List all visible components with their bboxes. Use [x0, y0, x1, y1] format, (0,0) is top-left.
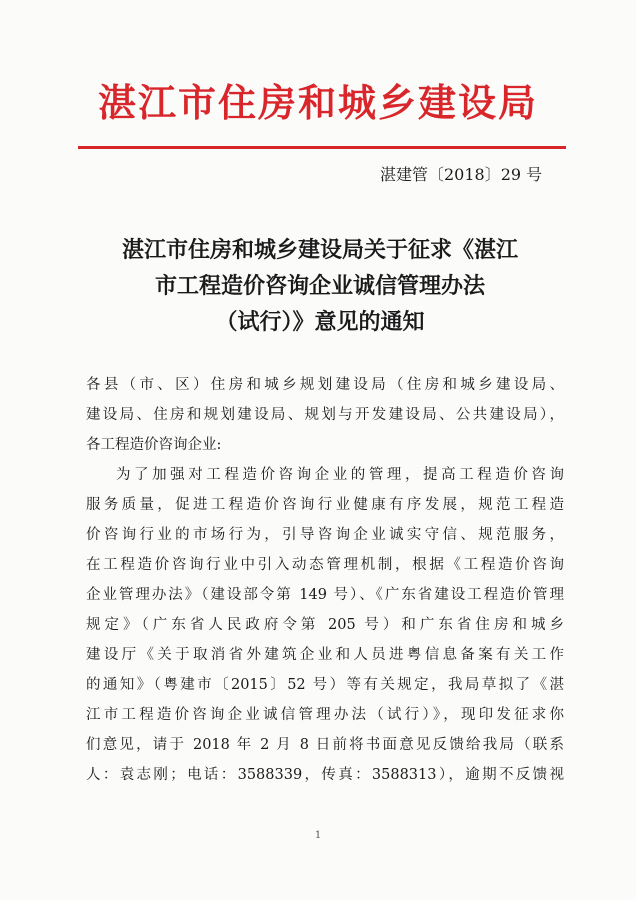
- title-line-3: （试行）》意见的通知: [215, 309, 425, 335]
- body-line: 在工程造价咨询行业中引入动态管理机制，根据《工程造价咨询: [86, 557, 564, 573]
- issuing-organization-header: 湛江市住房和城乡建设局: [97, 80, 538, 125]
- document-number: 湛建管〔2018〕29 号: [380, 165, 543, 184]
- body-line: 为了加强对工程造价咨询企业的管理，提高工程造价咨询: [116, 467, 564, 483]
- document-body: [86, 370, 564, 790]
- body-line: 人：袁志刚；电话：3588339，传真：3588313），逾期不反馈视: [86, 767, 564, 783]
- body-line: 们意见，请于 2018 年 2 月 8 日前将书面意见反馈给我局（联系: [86, 737, 564, 753]
- document-title: [70, 232, 570, 340]
- body-line: 江市工程造价咨询企业诚信管理办法（试行）》，现印发征求你: [86, 707, 564, 723]
- body-line: 服务质量，促进工程造价咨询行业健康有序发展，规范工程造: [86, 497, 564, 513]
- title-line-1: 湛江市住房和城乡建设局关于征求《湛江: [121, 237, 518, 263]
- page-number: 1: [314, 830, 322, 841]
- body-line: 各工程造价咨询企业:: [86, 437, 222, 453]
- body-line: 各县（市、区）住房和城乡规划建设局（住房和城乡建设局、: [86, 377, 564, 393]
- body-line: 规定》（广东省人民政府令第 205 号）和广东省住房和城乡: [86, 617, 564, 633]
- body-line: 价咨询行业的市场行为，引导咨询企业诚实守信、规范服务，: [86, 527, 564, 543]
- body-line: 的通知》（粤建市〔2015〕52 号）等有关规定，我局草拟了《湛: [86, 677, 564, 693]
- title-line-2: 市工程造价咨询企业诚信管理办法: [154, 273, 485, 299]
- body-line: 企业管理办法》（建设部令第 149 号）、《广东省建设工程造价管理: [86, 587, 564, 603]
- header-red-rule: [78, 146, 566, 149]
- body-line: 建设局、住房和规划建设局、规划与开发建设局、公共建设局），: [86, 407, 564, 423]
- body-line: 建设厅《关于取消省外建筑企业和人员进粤信息备案有关工作: [86, 647, 564, 663]
